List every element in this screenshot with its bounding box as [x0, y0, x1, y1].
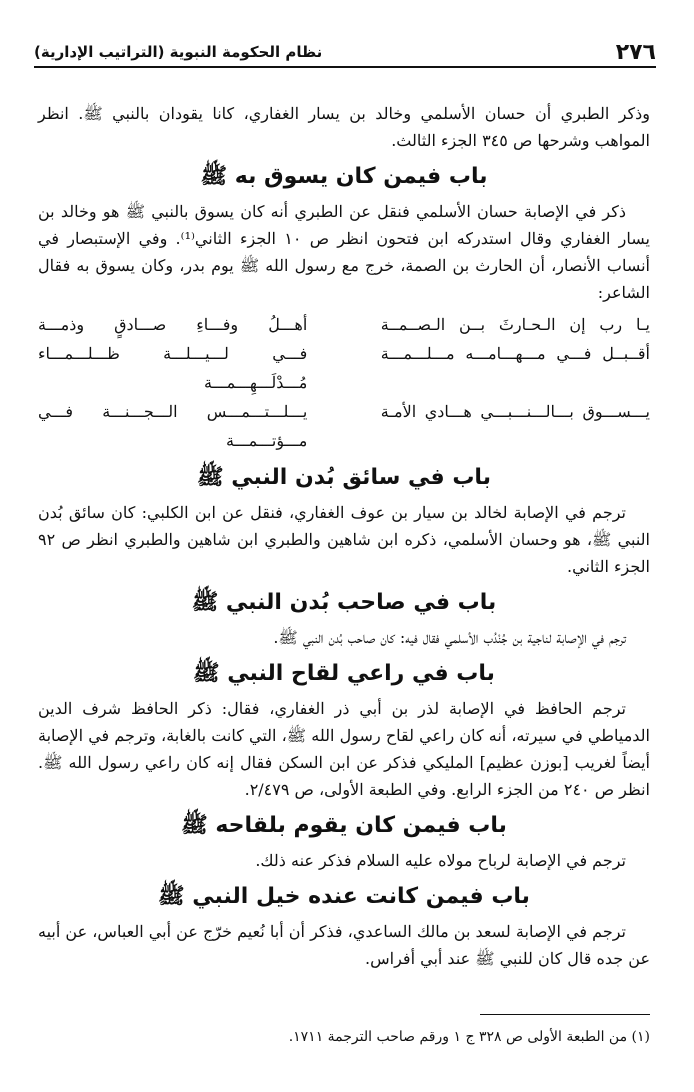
page-body: [38, 100, 650, 972]
footnote-rule: [480, 1014, 650, 1015]
verse-first-hemistich: أقــبــل فـــي مـــهـــامـــه مـــلـــمـــة: [380, 344, 650, 363]
section-heading: باب في سائق بُدن النبي ﷺ: [197, 465, 491, 490]
paragraph: ترجم الحافظ في الإصابة لذر بن أبي ذر الغفاري، فقال: ذكر الحافظ شرف الدين الدمياطي في سيرته، أنه كان راعي لقاح رسول الله ﷺ، التي كانت بالغابة، وترجم في الإصابة أيضاً لغريب [بوزن عظيم] المليكي فذكر عن ابن السكن فقال إنه كان راعي رسول الله ﷺ. انظر ص ٢٤٠ من الجزء الرابع. وفي الطبعة الأولى، ص ٢/٤٧٩.: [38, 699, 650, 799]
section-heading: باب فيمن كان يقوم بلقاحه ﷺ: [181, 813, 507, 838]
header-rule: [34, 66, 656, 68]
section-heading: باب في صاحب بُدن النبي ﷺ: [191, 590, 497, 615]
section-heading: باب فيمن كانت عنده خيل النبي ﷺ: [158, 884, 530, 909]
verse-second-hemistich: أهـــلُ وفـــاءِ صـــادقٍ وذمـــة: [38, 315, 308, 334]
running-header: [34, 38, 656, 66]
paragraph: ذكر في الإصابة حسان الأسلمي فنقل عن الطبري أنه كان يسوق بالنبي ﷺ هو وخالد بن يسار الغفاري وقال استدركه ابن فتحون انظر ص ١٠ الجزء الثاني⁽¹⁾. وفي الإستبصار في أنساب الأنصار، أن الحارث بن الصمة، خرج مع رسول الله ﷺ يوم بدر، وكان يسوق به فقال الشاعر:: [38, 202, 650, 302]
section-heading: باب في راعي لقاح النبي ﷺ: [193, 661, 495, 686]
poem-verse: [38, 310, 650, 339]
paragraph: ترجم في الإصابة لخالد بن سيار بن عوف الغفاري، فنقل عن ابن الكلبي: كان سائق بُدن النبي ﷺ، هو وحسان الأسلمي، ذكره ابن شاهين والطبري ابن شاهين والطبري انظر ص ٩٢ الجزء الثاني.: [38, 503, 650, 576]
poem: [38, 310, 650, 455]
footnote: (١) من الطبعة الأولى ص ٣٢٨ ج ١ ورقم صاحب الترجمة ١٧١١.: [288, 1029, 650, 1045]
section-heading: باب فيمن كان يسوق به ﷺ: [200, 164, 488, 189]
paragraph: ترجم في الإصابة لسعد بن مالك الساعدي، فذكر أن أبا نُعيم خرّج عن أبي العباس، عن أبيه عن جده قال كان للنبي ﷺ عند أبي أفراس.: [38, 922, 650, 968]
running-title: نظام الحكومة النبوية (التراتيب الإدارية): [34, 43, 323, 61]
paragraph: وذكر الطبري أن حسان الأسلمي وخالد بن يسار الغفاري، كانا يقودان بالنبي ﷺ. انظر المواهب وشرحها ص ٣٤٥ الجزء الثالث.: [38, 104, 650, 150]
verse-second-hemistich: فـــي لـــيـــلـــة ظـــلـــمـــاء مُـــدْلَـــهِـــمـــة: [38, 344, 308, 392]
page-number: ٢٧٦: [615, 39, 656, 65]
poem-verse: [38, 397, 650, 455]
verse-first-hemistich: يـــســـوق بـــالـــنـــبـــي هـــادي الأمـة: [380, 402, 650, 421]
paragraph: ترجم في الإصابة لناجية بن جُنْدُب الأسلمي فقال فيه: كان صاحب بُدن النبي ﷺ.: [273, 628, 626, 647]
verse-second-hemistich: يـــلـــتـــمـــس الـــجـــنـــة فـــي مـــؤتـــمـــة: [38, 402, 308, 450]
verse-first-hemistich: يـا رب إن الـحـارثَ بــن الـصــمــة: [380, 315, 650, 334]
poem-verse: [38, 339, 650, 397]
paragraph: ترجم في الإصابة لرباح مولاه عليه السلام فذكر عنه ذلك.: [255, 851, 626, 870]
